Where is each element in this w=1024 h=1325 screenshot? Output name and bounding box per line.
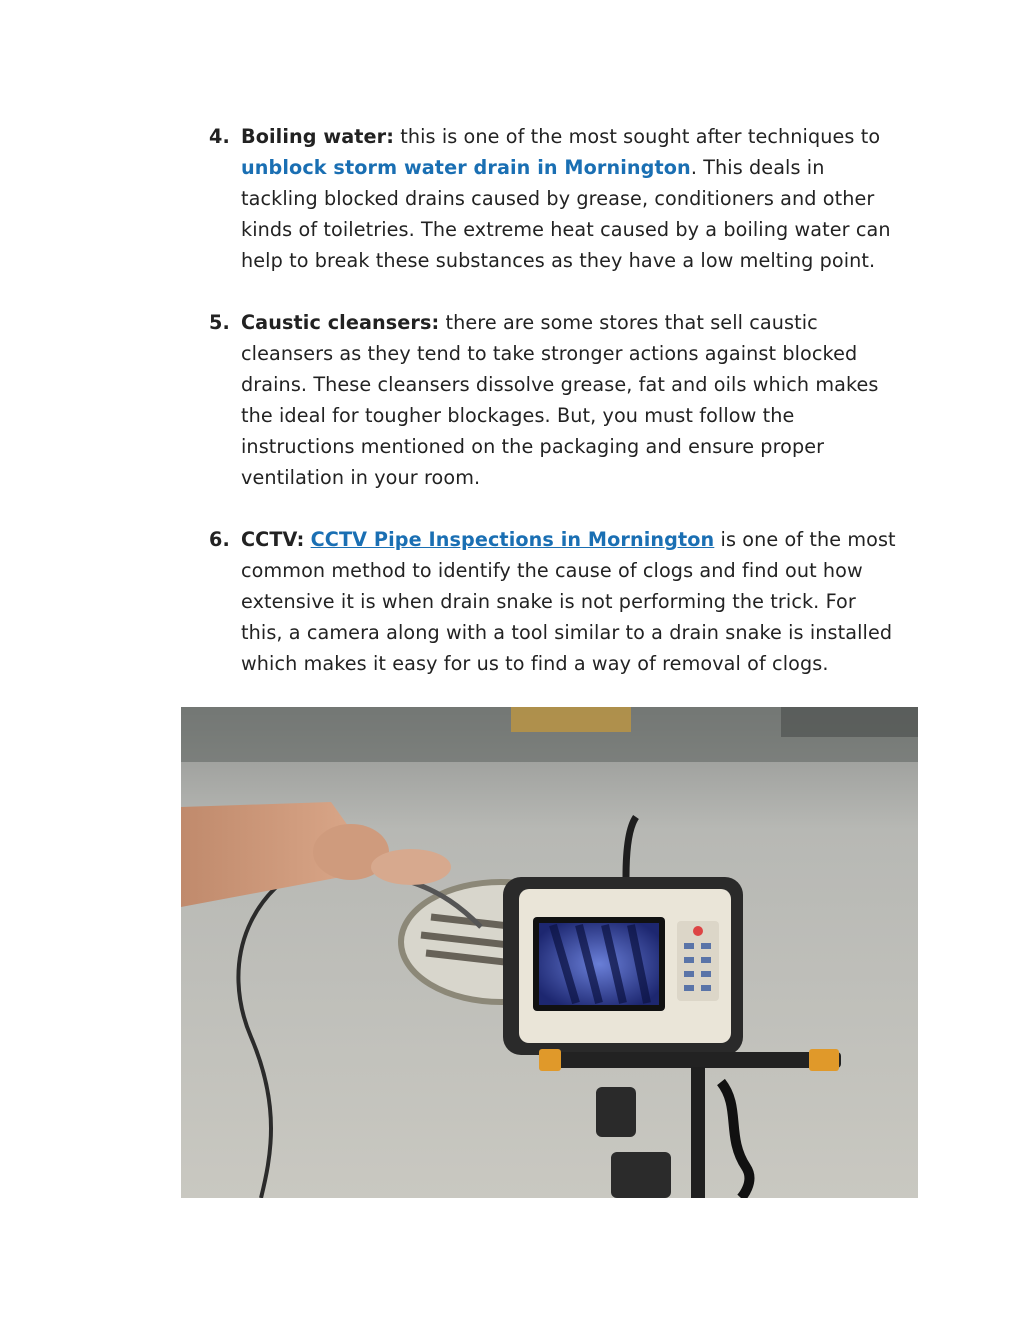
list-term: Caustic cleansers:: [241, 311, 440, 334]
cctv-inspection-link[interactable]: CCTV Pipe Inspections in Mornington: [310, 528, 715, 551]
list-term: CCTV:: [241, 528, 305, 551]
list-text: this is one of the most sought after techniques to: [394, 125, 881, 148]
list-number: 4.: [209, 125, 230, 148]
numbered-list: [0, 121, 1024, 679]
list-text: is one of the most common method to identify the cause of clogs and find out how extensive it is when drain snake is not performing the trick. For this, a camera along with a tool similar to a drain snake is installed which makes it easy for us to find a way of removal of clogs.: [241, 528, 896, 675]
list-number: 6.: [209, 528, 230, 551]
list-item-caustic-cleansers: [0, 307, 901, 493]
list-text: there are some stores that sell caustic cleansers as they tend to take stronger actions against blocked drains. These cleansers dissolve grease, fat and oils which makes the ideal for tougher blockages. But, you must follow the instructions mentioned on the packaging and ensure proper ventilation in your room.: [241, 311, 879, 489]
list-item-boiling-water: [0, 121, 901, 276]
list-term: Boiling water:: [241, 125, 395, 148]
unblock-drain-link[interactable]: unblock storm water drain in Mornington: [241, 156, 691, 179]
cctv-camera-photo: [181, 707, 918, 1198]
list-text: . This deals in tackling blocked drains caused by grease, conditioners and other kinds of toiletries. The extreme heat caused by a boiling water can help to break these substances as they have a low melting point.: [241, 156, 891, 272]
list-item-cctv: [0, 524, 901, 679]
list-number: 5.: [209, 311, 230, 334]
